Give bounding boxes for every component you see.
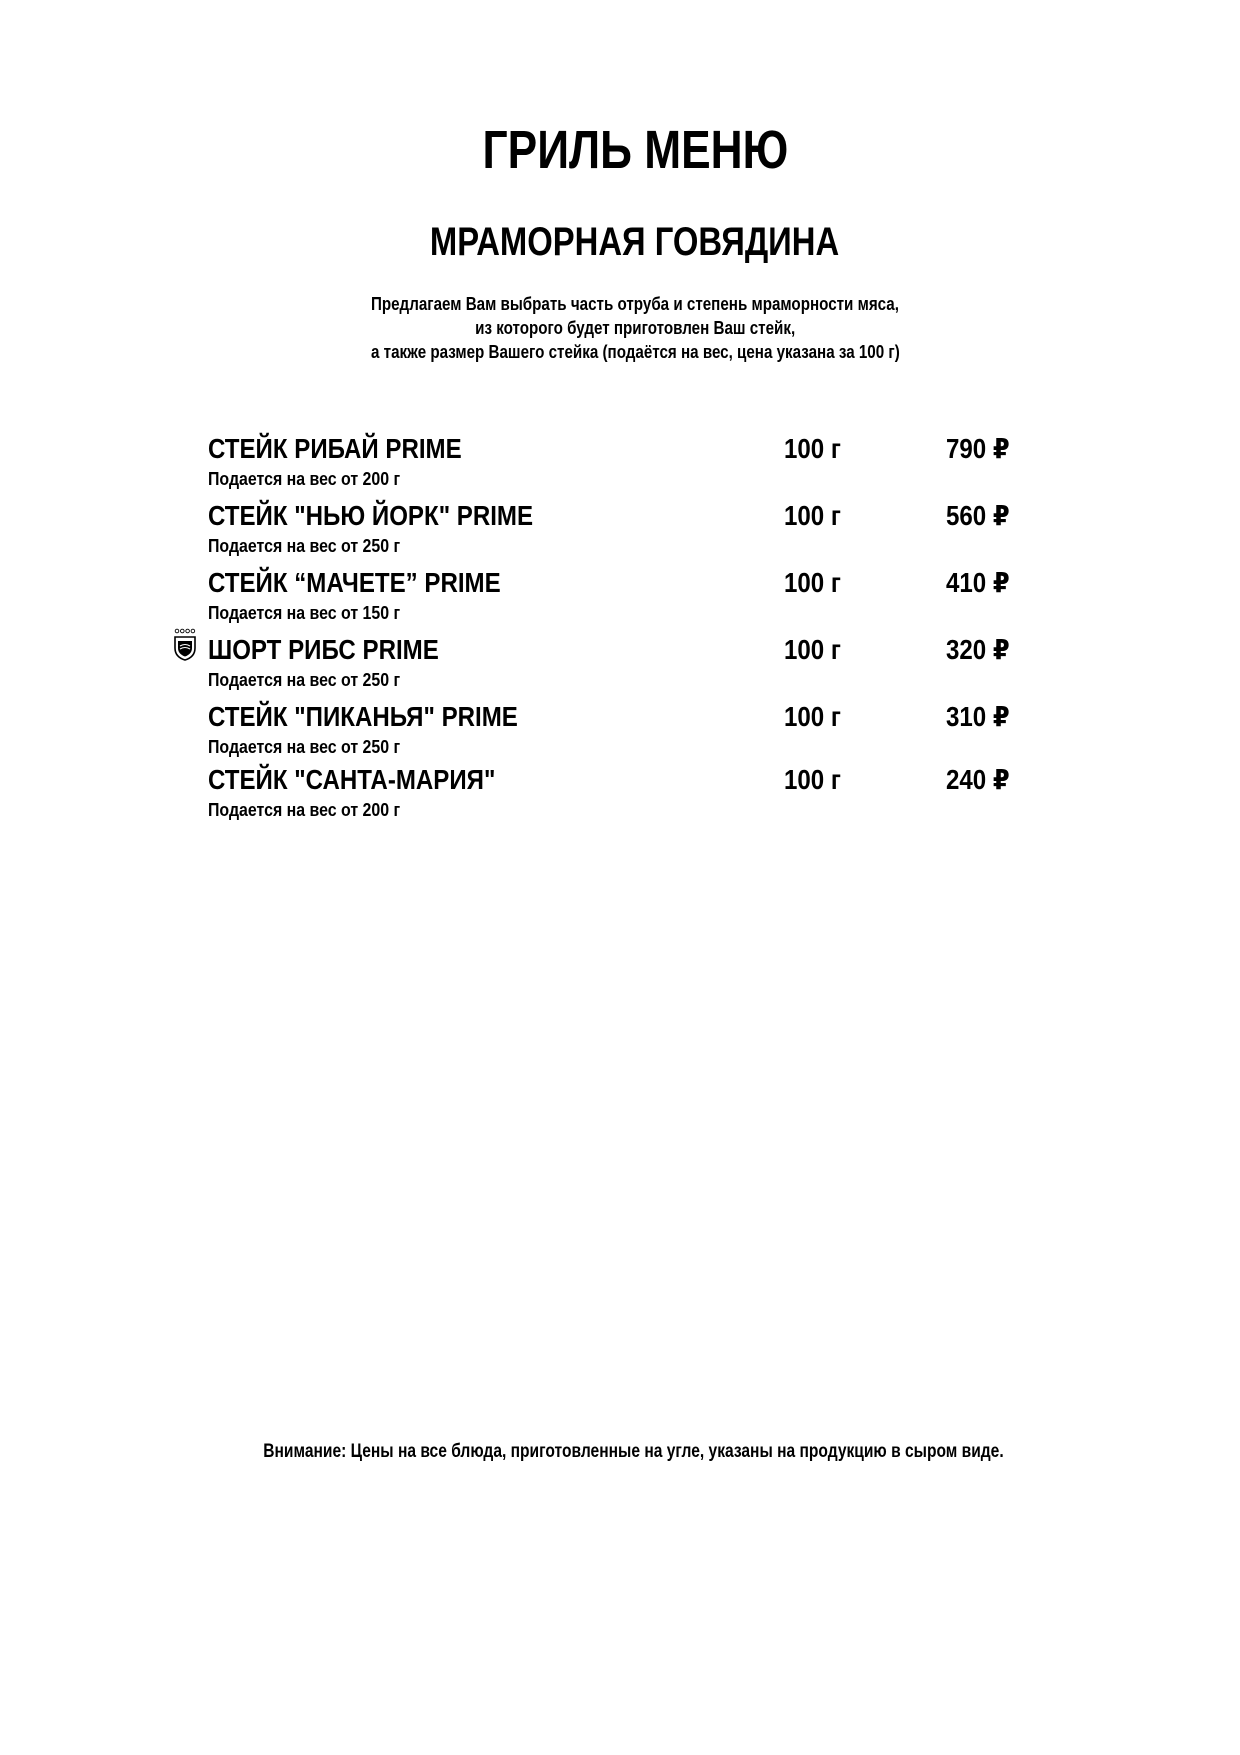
footer-notice	[0, 1440, 1240, 1464]
item-note: Подается на вес от 250 г	[208, 535, 401, 556]
item-note: Подается на вес от 200 г	[208, 799, 401, 820]
item-name: СТЕЙК "ПИКАНЬЯ" PRIME	[208, 701, 518, 732]
intro-line	[0, 340, 1240, 364]
item-weight: 100 г	[784, 567, 841, 598]
item-name: СТЕЙК "НЬЮ ЙОРК" PRIME	[208, 500, 534, 531]
menu-item	[0, 566, 1240, 630]
section-title	[0, 218, 1240, 266]
item-weight: 100 г	[784, 634, 841, 665]
item-price: 310 ₽	[946, 701, 1010, 732]
item-note: Подается на вес от 250 г	[208, 736, 401, 757]
footer-notice-text: Внимание: Цены на все блюда, приготовленные на угле, указаны на продукцию в сыром виде.	[262, 1441, 1004, 1462]
page-title	[0, 118, 1240, 182]
menu-item	[0, 432, 1240, 496]
item-price: 320 ₽	[946, 634, 1010, 665]
intro-line	[0, 316, 1240, 340]
grill-emblem-icon	[173, 628, 197, 662]
item-price: 790 ₽	[946, 433, 1010, 464]
item-weight: 100 г	[784, 500, 841, 531]
page-title-text: ГРИЛЬ МЕНЮ	[482, 120, 788, 180]
item-price: 560 ₽	[946, 500, 1010, 531]
intro-line-text: Предлагаем Вам выбрать часть отруба и степень мраморности мяса,	[370, 293, 900, 314]
item-weight: 100 г	[784, 433, 841, 464]
menu-item	[0, 499, 1240, 563]
menu-item	[0, 700, 1240, 764]
item-note: Подается на вес от 250 г	[208, 669, 401, 690]
intro-line-text: а также размер Вашего стейка (подаётся на вес, цена указана за 100 г)	[370, 341, 900, 362]
intro-line	[0, 292, 1240, 316]
item-weight: 100 г	[784, 701, 841, 732]
item-name: СТЕЙК "САНТА-МАРИЯ"	[208, 764, 496, 795]
item-note: Подается на вес от 150 г	[208, 602, 401, 623]
item-name: СТЕЙК РИБАЙ PRIME	[208, 433, 462, 464]
intro-line-text: из которого будет приготовлен Ваш стейк,	[474, 317, 796, 338]
intro-text	[0, 292, 1240, 364]
item-weight: 100 г	[784, 764, 841, 795]
menu-item	[0, 763, 1240, 827]
item-price: 410 ₽	[946, 567, 1010, 598]
item-name: СТЕЙК “МАЧЕТЕ” PRIME	[208, 567, 501, 598]
item-price: 240 ₽	[946, 764, 1010, 795]
item-note: Подается на вес от 200 г	[208, 468, 401, 489]
item-name: ШОРТ РИБС PRIME	[208, 634, 439, 665]
section-title-text: МРАМОРНАЯ ГОВЯДИНА	[430, 220, 840, 264]
